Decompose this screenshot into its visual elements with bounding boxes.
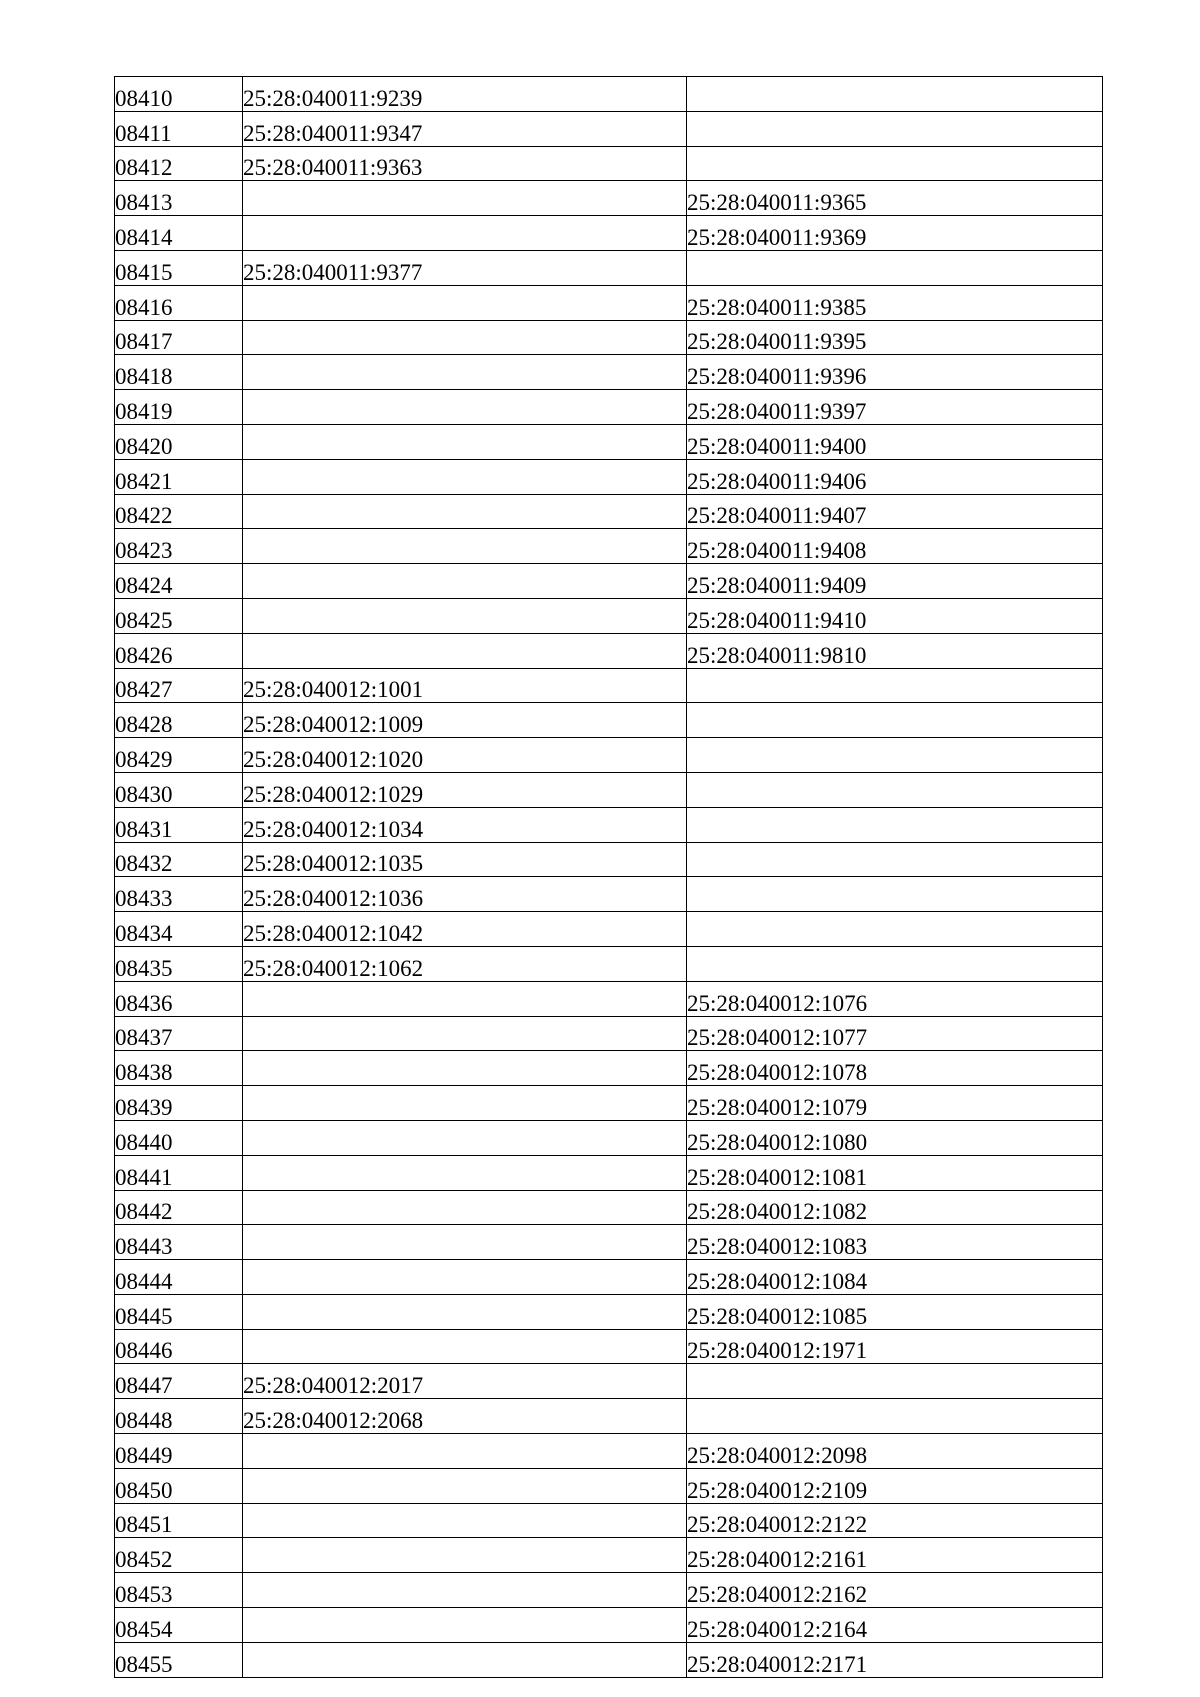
cadastral-number-cell-left: 25:28:040012:1020 bbox=[243, 738, 687, 773]
row-number-cell: 08418 bbox=[115, 355, 243, 390]
cadastral-number-cell-left bbox=[243, 390, 687, 425]
table-row bbox=[115, 1642, 1103, 1677]
cadastral-number-cell-right bbox=[687, 946, 1103, 981]
cadastral-number-cell-right: 25:28:040011:9407 bbox=[687, 494, 1103, 529]
cadastral-number-cell-right: 25:28:040012:2122 bbox=[687, 1503, 1103, 1538]
cadastral-number-cell-left bbox=[243, 1434, 687, 1469]
table-row bbox=[115, 529, 1103, 564]
row-number-cell: 08417 bbox=[115, 320, 243, 355]
row-number-cell: 08429 bbox=[115, 738, 243, 773]
row-number-cell: 08442 bbox=[115, 1190, 243, 1225]
cadastral-number-cell-right: 25:28:040012:1077 bbox=[687, 1016, 1103, 1051]
table-row bbox=[115, 772, 1103, 807]
table-row bbox=[115, 111, 1103, 146]
cadastral-number-cell-left bbox=[243, 285, 687, 320]
row-number-cell: 08420 bbox=[115, 424, 243, 459]
cadastral-number-cell-left: 25:28:040012:1001 bbox=[243, 668, 687, 703]
table-row bbox=[115, 633, 1103, 668]
cadastral-number-cell-right bbox=[687, 772, 1103, 807]
row-number-cell: 08446 bbox=[115, 1329, 243, 1364]
row-number-cell: 08425 bbox=[115, 598, 243, 633]
cadastral-number-cell-right: 25:28:040012:2162 bbox=[687, 1573, 1103, 1608]
row-number-cell: 08415 bbox=[115, 250, 243, 285]
table-row bbox=[115, 1120, 1103, 1155]
cadastral-number-cell-left: 25:28:040012:2068 bbox=[243, 1399, 687, 1434]
cadastral-number-cell-left bbox=[243, 1260, 687, 1295]
cadastral-number-cell-left bbox=[243, 1642, 687, 1677]
table-row bbox=[115, 807, 1103, 842]
row-number-cell: 08439 bbox=[115, 1086, 243, 1121]
row-number-cell: 08452 bbox=[115, 1538, 243, 1573]
table-row bbox=[115, 598, 1103, 633]
row-number-cell: 08422 bbox=[115, 494, 243, 529]
cadastral-number-cell-right: 25:28:040011:9369 bbox=[687, 216, 1103, 251]
cadastral-number-cell-right: 25:28:040011:9397 bbox=[687, 390, 1103, 425]
table-row bbox=[115, 494, 1103, 529]
cadastral-number-cell-right bbox=[687, 1364, 1103, 1399]
row-number-cell: 08411 bbox=[115, 111, 243, 146]
cadastral-number-cell-left bbox=[243, 424, 687, 459]
cadastral-number-cell-left bbox=[243, 1155, 687, 1190]
table-row bbox=[115, 1573, 1103, 1608]
cadastral-number-cell-left bbox=[243, 1503, 687, 1538]
cadastral-number-cell-right: 25:28:040011:9385 bbox=[687, 285, 1103, 320]
row-number-cell: 08424 bbox=[115, 564, 243, 599]
row-number-cell: 08430 bbox=[115, 772, 243, 807]
cadastral-number-cell-left: 25:28:040011:9377 bbox=[243, 250, 687, 285]
row-number-cell: 08410 bbox=[115, 77, 243, 112]
table-row bbox=[115, 1468, 1103, 1503]
cadastral-number-cell-left bbox=[243, 1051, 687, 1086]
cadastral-number-cell-left bbox=[243, 320, 687, 355]
row-number-cell: 08455 bbox=[115, 1642, 243, 1677]
cadastral-number-cell-left: 25:28:040012:1029 bbox=[243, 772, 687, 807]
cadastral-number-cell-right: 25:28:040012:2171 bbox=[687, 1642, 1103, 1677]
row-number-cell: 08438 bbox=[115, 1051, 243, 1086]
row-number-cell: 08453 bbox=[115, 1573, 243, 1608]
cadastral-number-cell-right: 25:28:040012:1076 bbox=[687, 981, 1103, 1016]
cadastral-number-cell-left: 25:28:040012:1042 bbox=[243, 912, 687, 947]
table-row bbox=[115, 842, 1103, 877]
table-row bbox=[115, 1016, 1103, 1051]
row-number-cell: 08413 bbox=[115, 181, 243, 216]
cadastral-number-cell-right: 25:28:040012:2098 bbox=[687, 1434, 1103, 1469]
cadastral-number-cell-right: 25:28:040012:2161 bbox=[687, 1538, 1103, 1573]
cadastral-number-cell-right: 25:28:040011:9406 bbox=[687, 459, 1103, 494]
row-number-cell: 08427 bbox=[115, 668, 243, 703]
cadastral-number-cell-right bbox=[687, 912, 1103, 947]
table-row bbox=[115, 355, 1103, 390]
cadastral-number-cell-left bbox=[243, 598, 687, 633]
cadastral-number-cell-left bbox=[243, 564, 687, 599]
cadastral-number-cell-right bbox=[687, 703, 1103, 738]
table-row bbox=[115, 320, 1103, 355]
table-row bbox=[115, 459, 1103, 494]
table-row bbox=[115, 285, 1103, 320]
cadastral-number-cell-left: 25:28:040012:1035 bbox=[243, 842, 687, 877]
cadastral-number-cell-left: 25:28:040011:9239 bbox=[243, 77, 687, 112]
cadastral-number-cell-right bbox=[687, 146, 1103, 181]
table-row bbox=[115, 424, 1103, 459]
table-row bbox=[115, 216, 1103, 251]
cadastral-number-cell-right: 25:28:040012:1083 bbox=[687, 1225, 1103, 1260]
cadastral-number-cell-right: 25:28:040012:2109 bbox=[687, 1468, 1103, 1503]
row-number-cell: 08449 bbox=[115, 1434, 243, 1469]
row-number-cell: 08454 bbox=[115, 1608, 243, 1643]
table-row bbox=[115, 1503, 1103, 1538]
row-number-cell: 08451 bbox=[115, 1503, 243, 1538]
cadastral-number-cell-right: 25:28:040011:9408 bbox=[687, 529, 1103, 564]
cadastral-number-cell-left bbox=[243, 355, 687, 390]
cadastral-number-cell-left bbox=[243, 1573, 687, 1608]
cadastral-number-cell-left bbox=[243, 181, 687, 216]
cadastral-number-cell-left bbox=[243, 216, 687, 251]
cadastral-number-cell-right: 25:28:040012:1078 bbox=[687, 1051, 1103, 1086]
cadastral-number-cell-left bbox=[243, 459, 687, 494]
cadastral-number-cell-left bbox=[243, 633, 687, 668]
table-row bbox=[115, 1538, 1103, 1573]
row-number-cell: 08426 bbox=[115, 633, 243, 668]
row-number-cell: 08440 bbox=[115, 1120, 243, 1155]
cadastral-number-cell-left bbox=[243, 494, 687, 529]
cadastral-number-cell-left: 25:28:040012:1062 bbox=[243, 946, 687, 981]
row-number-cell: 08436 bbox=[115, 981, 243, 1016]
cadastral-number-cell-left: 25:28:040012:1009 bbox=[243, 703, 687, 738]
cadastral-number-cell-left: 25:28:040012:2017 bbox=[243, 1364, 687, 1399]
cadastral-number-cell-right: 25:28:040011:9396 bbox=[687, 355, 1103, 390]
table-row bbox=[115, 1329, 1103, 1364]
cadastral-number-cell-right: 25:28:040012:1971 bbox=[687, 1329, 1103, 1364]
cadastral-number-cell-right bbox=[687, 250, 1103, 285]
cadastral-number-cell-left: 25:28:040012:1036 bbox=[243, 877, 687, 912]
row-number-cell: 08432 bbox=[115, 842, 243, 877]
row-number-cell: 08412 bbox=[115, 146, 243, 181]
cadastral-number-cell-right bbox=[687, 1399, 1103, 1434]
cadastral-number-cell-left: 25:28:040012:1034 bbox=[243, 807, 687, 842]
cadastral-number-cell-right: 25:28:040011:9400 bbox=[687, 424, 1103, 459]
row-number-cell: 08447 bbox=[115, 1364, 243, 1399]
table-row bbox=[115, 77, 1103, 112]
cadastral-number-cell-right: 25:28:040012:1084 bbox=[687, 1260, 1103, 1295]
table-row bbox=[115, 390, 1103, 425]
cadastral-number-cell-left bbox=[243, 1608, 687, 1643]
row-number-cell: 08431 bbox=[115, 807, 243, 842]
table-row bbox=[115, 1086, 1103, 1121]
cadastral-number-cell-left: 25:28:040011:9347 bbox=[243, 111, 687, 146]
row-number-cell: 08437 bbox=[115, 1016, 243, 1051]
cadastral-number-cell-left bbox=[243, 1294, 687, 1329]
cadastral-number-cell-left bbox=[243, 1016, 687, 1051]
row-number-cell: 08434 bbox=[115, 912, 243, 947]
row-number-cell: 08419 bbox=[115, 390, 243, 425]
table-row bbox=[115, 1260, 1103, 1295]
table-row bbox=[115, 946, 1103, 981]
table-row bbox=[115, 1190, 1103, 1225]
row-number-cell: 08444 bbox=[115, 1260, 243, 1295]
row-number-cell: 08421 bbox=[115, 459, 243, 494]
cadastral-number-cell-left bbox=[243, 1468, 687, 1503]
table-row bbox=[115, 181, 1103, 216]
cadastral-number-cell-right: 25:28:040011:9810 bbox=[687, 633, 1103, 668]
table-row bbox=[115, 1225, 1103, 1260]
cadastral-number-cell-right bbox=[687, 738, 1103, 773]
table-row bbox=[115, 1434, 1103, 1469]
table-row bbox=[115, 703, 1103, 738]
table-row bbox=[115, 564, 1103, 599]
table-row bbox=[115, 912, 1103, 947]
cadastral-number-cell-right: 25:28:040012:1085 bbox=[687, 1294, 1103, 1329]
cadastral-number-cell-right bbox=[687, 877, 1103, 912]
cadastral-number-cell-right: 25:28:040011:9409 bbox=[687, 564, 1103, 599]
cadastral-number-cell-right: 25:28:040011:9410 bbox=[687, 598, 1103, 633]
table-row bbox=[115, 981, 1103, 1016]
cadastral-number-cell-right bbox=[687, 111, 1103, 146]
table-row bbox=[115, 1051, 1103, 1086]
registry-table-body bbox=[115, 77, 1103, 1678]
row-number-cell: 08433 bbox=[115, 877, 243, 912]
row-number-cell: 08448 bbox=[115, 1399, 243, 1434]
row-number-cell: 08441 bbox=[115, 1155, 243, 1190]
cadastral-number-cell-left bbox=[243, 1190, 687, 1225]
table-row bbox=[115, 1294, 1103, 1329]
row-number-cell: 08414 bbox=[115, 216, 243, 251]
cadastral-number-cell-left: 25:28:040011:9363 bbox=[243, 146, 687, 181]
row-number-cell: 08435 bbox=[115, 946, 243, 981]
cadastral-number-cell-right: 25:28:040012:1081 bbox=[687, 1155, 1103, 1190]
cadastral-number-cell-right bbox=[687, 842, 1103, 877]
row-number-cell: 08450 bbox=[115, 1468, 243, 1503]
table-row bbox=[115, 877, 1103, 912]
cadastral-number-cell-left bbox=[243, 1086, 687, 1121]
cadastral-number-cell-right: 25:28:040012:1082 bbox=[687, 1190, 1103, 1225]
row-number-cell: 08416 bbox=[115, 285, 243, 320]
registry-table bbox=[114, 76, 1103, 1678]
table-row bbox=[115, 250, 1103, 285]
cadastral-number-cell-left bbox=[243, 1225, 687, 1260]
row-number-cell: 08423 bbox=[115, 529, 243, 564]
table-row bbox=[115, 1399, 1103, 1434]
row-number-cell: 08428 bbox=[115, 703, 243, 738]
table-row bbox=[115, 668, 1103, 703]
cadastral-number-cell-right bbox=[687, 77, 1103, 112]
cadastral-number-cell-left bbox=[243, 1538, 687, 1573]
row-number-cell: 08445 bbox=[115, 1294, 243, 1329]
table-row bbox=[115, 1364, 1103, 1399]
cadastral-number-cell-right: 25:28:040011:9365 bbox=[687, 181, 1103, 216]
table-row bbox=[115, 1608, 1103, 1643]
row-number-cell: 08443 bbox=[115, 1225, 243, 1260]
cadastral-number-cell-right bbox=[687, 668, 1103, 703]
cadastral-number-cell-left bbox=[243, 1329, 687, 1364]
cadastral-number-cell-right: 25:28:040012:1080 bbox=[687, 1120, 1103, 1155]
table-row bbox=[115, 146, 1103, 181]
cadastral-number-cell-right: 25:28:040011:9395 bbox=[687, 320, 1103, 355]
cadastral-number-cell-right: 25:28:040012:1079 bbox=[687, 1086, 1103, 1121]
cadastral-number-cell-right: 25:28:040012:2164 bbox=[687, 1608, 1103, 1643]
cadastral-number-cell-left bbox=[243, 529, 687, 564]
table-row bbox=[115, 738, 1103, 773]
cadastral-number-cell-left bbox=[243, 1120, 687, 1155]
cadastral-number-cell-left bbox=[243, 981, 687, 1016]
cadastral-number-cell-right bbox=[687, 807, 1103, 842]
table-row bbox=[115, 1155, 1103, 1190]
